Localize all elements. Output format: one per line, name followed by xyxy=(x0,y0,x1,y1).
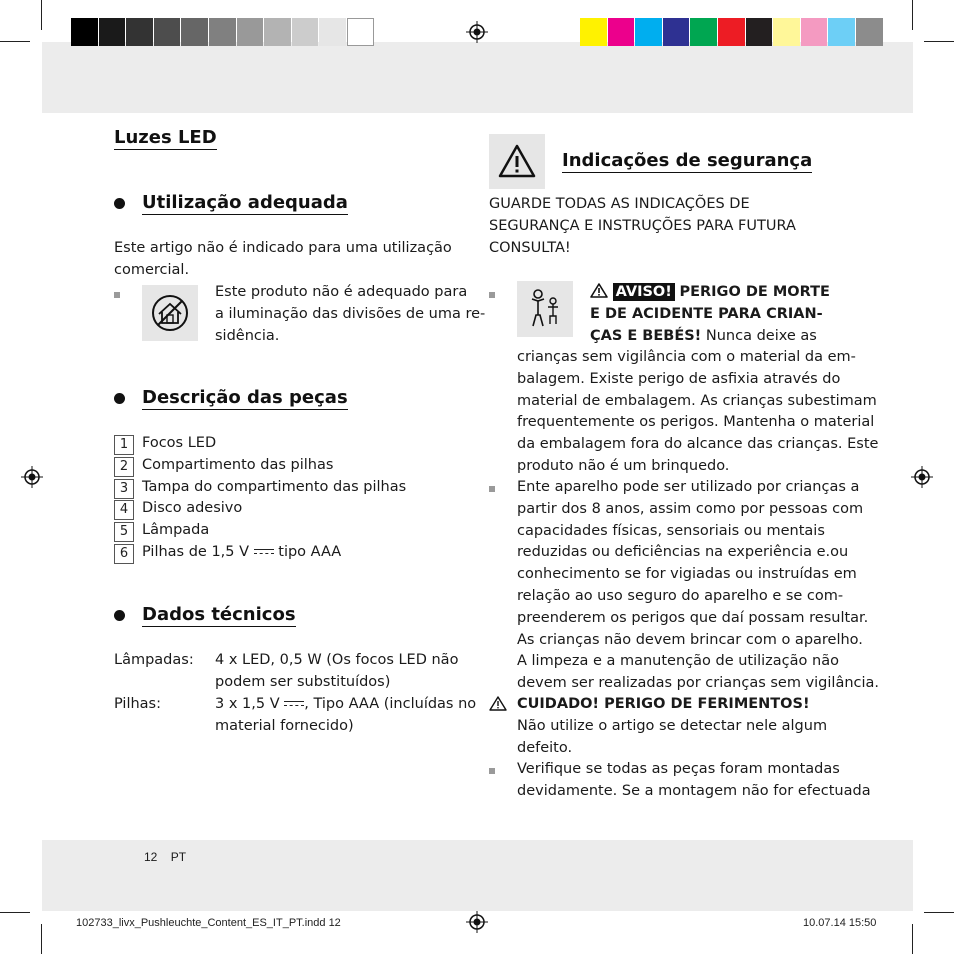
aviso-line xyxy=(590,282,830,304)
color-swatch xyxy=(209,18,236,46)
children-usage-text xyxy=(517,477,879,695)
dc-symbol-icon xyxy=(284,699,304,709)
part-number: 4 xyxy=(114,500,134,520)
warning-icon-box xyxy=(489,134,545,189)
cuidado-head: CUIDADO! PERIGO DE FERIMENTOS! xyxy=(517,696,810,712)
part-label: Compartimento das pilhas xyxy=(142,456,334,473)
house-not-icon xyxy=(142,285,198,341)
color-swatch xyxy=(690,18,717,46)
aviso-head: E DE ACIDENTE PARA CRIAN- xyxy=(590,305,823,322)
text-line: reduzidas ou deficiências na experiência e.ou xyxy=(517,544,849,561)
bullet-square xyxy=(489,768,495,774)
caution-triangle-icon xyxy=(489,696,507,711)
text-line: Verifique se todas as peças foram montadas xyxy=(517,761,840,777)
registration-mark-icon xyxy=(466,21,488,43)
spec-label: Pilhas: xyxy=(114,696,161,712)
text-line: As crianças não devem brincar com o aparelho. xyxy=(517,631,863,648)
section-title-dados: Dados técnicos xyxy=(142,604,296,625)
warning-triangle-icon xyxy=(489,134,545,189)
registration-mark-icon xyxy=(21,466,43,488)
text-line: SEGURANÇA E INSTRUÇÕES PARA FUTURA xyxy=(489,217,796,234)
color-swatch xyxy=(635,18,662,46)
text-line: Este artigo não é indicado para uma utilização xyxy=(114,240,452,256)
part-label: Tampa do compartimento das pilhas xyxy=(142,478,407,495)
color-swatch xyxy=(99,18,126,46)
text-line: relação ao uso seguro do aparelho e se com- xyxy=(517,587,844,604)
section-title-seguranca: Indicações de segurança xyxy=(562,150,813,171)
color-swatch xyxy=(71,18,98,46)
icon-box xyxy=(142,285,198,341)
part-number: 1 xyxy=(114,435,134,455)
crop-mark xyxy=(0,912,30,913)
part-label: Focos LED xyxy=(142,435,217,451)
utilizacao-intro xyxy=(114,238,452,282)
child-warning-icon-box xyxy=(517,281,573,337)
text-line: Ente aparelho pode ser utilizado por crianças a xyxy=(517,479,860,495)
warning-small-icon xyxy=(590,283,608,298)
section-title-descricao: Descrição das peças xyxy=(142,387,348,408)
page-number: 12 PT xyxy=(144,850,187,864)
registration-mark-icon xyxy=(911,466,933,488)
spec-value xyxy=(215,650,458,694)
text-line: defeito. xyxy=(517,739,573,756)
color-swatch xyxy=(580,18,607,46)
aviso-head: PERIGO DE MORTE xyxy=(679,284,830,300)
part-label: Pilhas de 1,5 V tipo AAA xyxy=(142,543,342,560)
color-swatch xyxy=(856,18,883,46)
text-line: devidamente. Se a montagem não for efectuada xyxy=(517,782,871,799)
cuidado-block xyxy=(517,694,827,759)
aviso-heading xyxy=(590,282,830,347)
color-swatch xyxy=(773,18,800,46)
section-bullet-dot xyxy=(114,393,125,404)
text-line: capacidades físicas, sensoriais ou mentais xyxy=(517,522,825,539)
part-label: Disco adesivo xyxy=(142,500,243,517)
color-swatch xyxy=(718,18,745,46)
crop-mark xyxy=(912,0,913,30)
text-line: partir dos 8 anos, assim como por pessoas com xyxy=(517,500,864,517)
parts-list xyxy=(142,433,406,564)
text-line: balagem. Existe perigo de asfixia através do xyxy=(517,370,841,387)
print-file-name: 102733_livx_Pushleuchte_Content_ES_IT_PT.indd 12 xyxy=(76,917,341,929)
part-label: Lâmpada xyxy=(142,522,210,539)
text-line: material de embalagem. As crianças subestimam xyxy=(517,392,877,409)
aviso-text xyxy=(517,347,878,478)
text-line: 3 x 1,5 V , Tipo AAA (incluídas no xyxy=(215,696,477,712)
text-line: comercial. xyxy=(114,261,190,278)
bullet-square xyxy=(114,292,120,298)
part-number: 6 xyxy=(114,544,134,564)
assembly-text xyxy=(517,759,871,803)
color-swatch xyxy=(608,18,635,46)
color-swatch xyxy=(292,18,319,46)
text-line: Não utilize o artigo se detectar nele algum xyxy=(517,717,828,734)
color-swatch xyxy=(347,18,374,46)
text-line: devem ser realizadas por crianças sem vigilância. xyxy=(517,675,880,692)
section-bullet-dot xyxy=(114,610,125,621)
crop-mark xyxy=(41,0,42,30)
text-line: A limpeza e a manutenção de utilização não xyxy=(517,653,839,670)
aviso-line: ÇAS E BEBÉS! Nunca deixe as xyxy=(590,327,817,344)
text-line: conhecimento se for vigiadas ou instruídas em xyxy=(517,566,857,583)
header-band xyxy=(42,42,913,113)
part-number: 2 xyxy=(114,457,134,477)
text-line: frequentemente os perigos. Mantenha o material xyxy=(517,414,875,431)
text-line: produto não é um brinquedo. xyxy=(517,457,730,474)
text-line: 4 x LED, 0,5 W (Os focos LED não xyxy=(215,652,459,668)
color-swatch xyxy=(181,18,208,46)
crop-mark xyxy=(0,41,30,42)
text-line: podem ser substituídos) xyxy=(215,673,391,690)
color-swatch xyxy=(126,18,153,46)
child-icon xyxy=(517,281,573,337)
section-title-utilizacao: Utilização adequada xyxy=(142,192,348,213)
utilizacao-bullet-text xyxy=(215,282,485,347)
text-line: Este produto não é adequado para xyxy=(215,284,468,300)
crop-mark xyxy=(924,912,954,913)
text-line: a iluminação das divisões de uma re- xyxy=(215,305,486,322)
text-line: CONSULTA! xyxy=(489,239,571,256)
crop-mark xyxy=(912,924,913,954)
aviso-badge: AVISO! xyxy=(613,283,675,301)
print-date: 10.07.14 15:50 xyxy=(803,917,877,929)
bullet-square xyxy=(489,292,495,298)
color-swatch xyxy=(663,18,690,46)
text-line: GUARDE TODAS AS INDICAÇÕES DE xyxy=(489,196,750,212)
color-swatch xyxy=(801,18,828,46)
color-swatch xyxy=(264,18,291,46)
color-swatch xyxy=(319,18,346,46)
part-number: 5 xyxy=(114,522,134,542)
color-swatch xyxy=(237,18,264,46)
color-swatch xyxy=(828,18,855,46)
spec-value xyxy=(215,694,476,738)
main-title: Luzes LED xyxy=(114,127,217,148)
text-line: sidência. xyxy=(215,327,280,344)
registration-mark-icon xyxy=(466,911,488,933)
crop-mark xyxy=(41,924,42,954)
spec-label: Lâmpadas: xyxy=(114,652,194,668)
safety-intro xyxy=(489,194,796,259)
text-line: preenderem os perigos que daí possam resultar. xyxy=(517,609,869,626)
color-swatch xyxy=(746,18,773,46)
text-line: crianças sem vigilância com o material da em- xyxy=(517,349,856,365)
crop-mark xyxy=(924,41,954,42)
dc-symbol-icon xyxy=(254,547,274,557)
section-bullet-dot xyxy=(114,198,125,209)
text-line: da embalagem fora do alcance das crianças. Este xyxy=(517,436,879,453)
color-swatch xyxy=(154,18,181,46)
bullet-square xyxy=(489,486,495,492)
text-line: material fornecido) xyxy=(215,717,354,734)
part-number: 3 xyxy=(114,479,134,499)
